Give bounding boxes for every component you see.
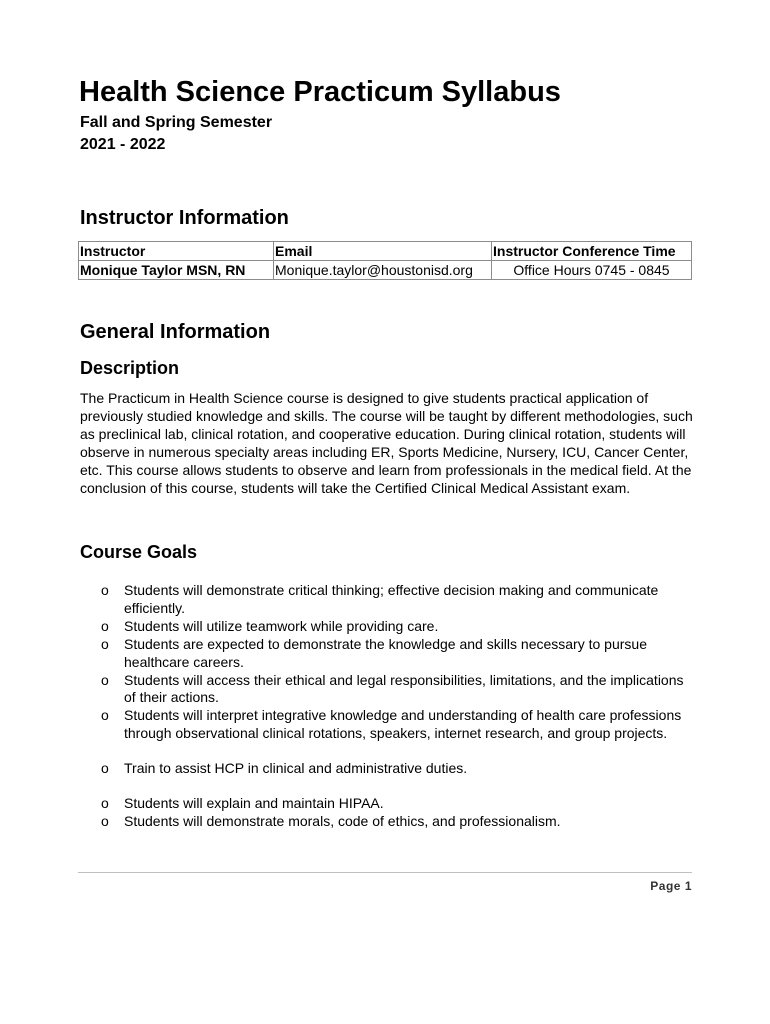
list-bullet: o bbox=[101, 671, 109, 688]
email-column-header: Email bbox=[274, 242, 492, 261]
list-bullet: o bbox=[101, 760, 109, 777]
list-bullet: o bbox=[101, 707, 109, 724]
list-item bbox=[80, 672, 695, 708]
instructor-table bbox=[78, 241, 692, 280]
list-item bbox=[80, 618, 695, 636]
general-information-heading: General Information bbox=[80, 321, 271, 343]
semester-label: Fall and Spring Semester bbox=[80, 114, 273, 131]
goal-text: Students will utilize teamwork while providing care. bbox=[124, 617, 439, 634]
page-number: Page 1 bbox=[650, 879, 692, 893]
document-title: Health Science Practicum Syllabus bbox=[79, 76, 561, 108]
list-item bbox=[80, 636, 695, 672]
list-item bbox=[80, 813, 695, 831]
instructor-information-heading: Instructor Information bbox=[80, 207, 289, 229]
table-row bbox=[79, 261, 692, 280]
instructor-name: Monique Taylor MSN, RN bbox=[79, 261, 274, 280]
school-year-label: 2021 - 2022 bbox=[80, 136, 166, 153]
course-goals-heading: Course Goals bbox=[80, 542, 198, 562]
instructor-column-header: Instructor bbox=[79, 242, 274, 261]
list-item bbox=[80, 760, 695, 778]
course-goals-list bbox=[80, 582, 695, 831]
goal-text: Students will interpret integrative knowledge and understanding of health care professions through observational clinical rotations, speakers, internet research, and group projects. bbox=[124, 707, 682, 742]
list-item bbox=[80, 707, 695, 743]
goal-text: Students will access their ethical and legal responsibilities, limitations, and the implications of their actions. bbox=[124, 671, 684, 706]
list-bullet: o bbox=[101, 795, 109, 812]
list-bullet: o bbox=[101, 582, 109, 598]
footer-divider bbox=[78, 872, 692, 873]
goal-text: Students will explain and maintain HIPAA. bbox=[124, 795, 384, 812]
description-heading: Description bbox=[80, 358, 180, 378]
goal-text: Students are expected to demonstrate the knowledge and skills necessary to pursue healthcare careers. bbox=[124, 635, 647, 670]
list-item bbox=[80, 795, 695, 813]
goal-text: Students will demonstrate morals, code of ethics, and professionalism. bbox=[124, 812, 561, 829]
list-bullet: o bbox=[101, 812, 109, 829]
description-paragraph: The Practicum in Health Science course is designed to give students practical application of previously studied knowledge and skills. The course will be taught by different methodologies, such as preclinical lab, clinical rotation, and cooperative education. During clinical rotation, students will observe in numerous specialty areas including ER, Sports Medicine, Nursery, ICU, Cancer Center, etc. This course allows students to observe and learn from professionals in the medical field. At the conclusion of this course, students will take the Certified Clinical Medical Assistant exam. bbox=[80, 390, 693, 496]
list-item bbox=[80, 582, 695, 618]
instructor-email: Monique.taylor@houstonisd.org bbox=[274, 261, 492, 280]
goal-text: Train to assist HCP in clinical and administrative duties. bbox=[124, 760, 468, 777]
list-bullet: o bbox=[101, 635, 109, 652]
office-hours: Office Hours 0745 - 0845 bbox=[492, 261, 692, 280]
goal-text: Students will demonstrate critical thinking; effective decision making and communicate efficiently. bbox=[124, 582, 659, 616]
list-bullet: o bbox=[101, 617, 109, 634]
instructor-table-header-row bbox=[79, 242, 692, 261]
conference-time-column-header: Instructor Conference Time bbox=[492, 242, 692, 261]
